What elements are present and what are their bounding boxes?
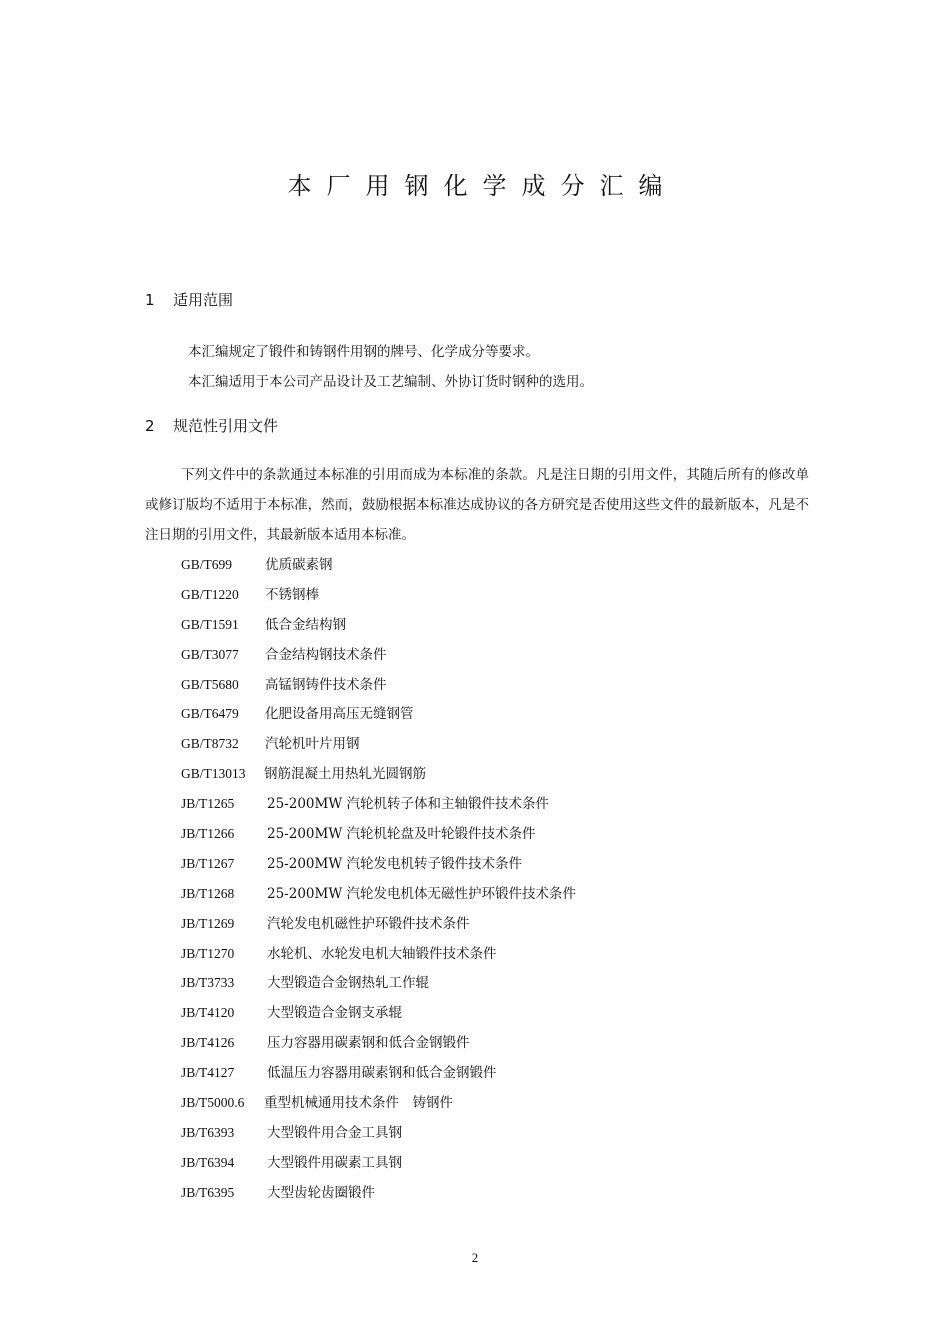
reference-item — [181, 670, 576, 700]
reference-item — [181, 640, 576, 670]
reference-code: JB/T4126 — [181, 1035, 235, 1051]
section-2-title: 规范性引用文件 — [173, 417, 279, 435]
reference-code: JB/T6395 — [181, 1184, 235, 1200]
reference-title: 水轮机、水轮发电机大轴锻件技术条件 — [267, 945, 497, 962]
reference-code: GB/T13013 — [181, 766, 246, 782]
reference-title: 优质碳素钢 — [265, 557, 333, 573]
section-1-title: 适用范围 — [173, 291, 234, 309]
reference-item — [181, 1058, 576, 1088]
reference-title: 25-200MW 汽轮机轮盘及叶轮锻件技术条件 — [267, 826, 536, 843]
reference-title: 压力容器用碳素钢和低合金钢锻件 — [267, 1035, 470, 1052]
reference-item — [181, 789, 576, 819]
reference-code: GB/T3077 — [181, 646, 239, 662]
reference-code: GB/T699 — [181, 557, 233, 572]
reference-code: JB/T6394 — [181, 1154, 235, 1170]
reference-item — [181, 729, 576, 759]
reference-code: JB/T1268 — [181, 885, 235, 901]
reference-code: JB/T1269 — [181, 915, 235, 931]
reference-item — [181, 968, 576, 998]
reference-item — [181, 1028, 576, 1058]
reference-code: GB/T5680 — [181, 676, 239, 692]
reference-title: 钢筋混凝土用热轧光圆钢筋 — [264, 766, 426, 783]
reference-code: JB/T1267 — [181, 855, 235, 871]
reference-item — [181, 1178, 576, 1208]
reference-title: 大型锻件用碳素工具钢 — [267, 1154, 402, 1171]
reference-title: 高锰钢铸件技术条件 — [265, 676, 387, 693]
reference-item — [181, 909, 576, 939]
reference-title: 汽轮发电机磁性护环锻件技术条件 — [267, 915, 470, 932]
reference-item — [181, 849, 576, 879]
reference-title: 大型齿轮齿圈锻件 — [267, 1184, 375, 1201]
section-1-line-2: 本汇编适用于本公司产品设计及工艺编制、外协订货时钢种的选用。 — [188, 374, 593, 390]
reference-code: JB/T3733 — [181, 975, 235, 991]
reference-code: JB/T1266 — [181, 826, 235, 842]
reference-code: JB/T1265 — [181, 796, 235, 812]
reference-title: 25-200MW 汽轮发电机转子锻件技术条件 — [267, 855, 522, 872]
reference-title: 化肥设备用高压无缝钢管 — [265, 706, 414, 723]
reference-title: 低温压力容器用碳素钢和低合金钢锻件 — [267, 1065, 497, 1082]
reference-code: JB/T6393 — [181, 1124, 235, 1140]
reference-title: 大型锻造合金钢支承辊 — [267, 1005, 402, 1022]
reference-code: GB/T6479 — [181, 706, 239, 722]
reference-item — [181, 1088, 576, 1118]
reference-code: GB/T8732 — [181, 736, 239, 752]
reference-title: 重型机械通用技术条件 铸钢件 — [264, 1095, 453, 1112]
reference-title: 不锈钢棒 — [265, 586, 319, 603]
reference-code: GB/T1220 — [181, 586, 239, 602]
reference-code: JB/T4127 — [181, 1065, 235, 1081]
reference-item — [181, 998, 576, 1028]
page-number: 2 — [471, 1250, 479, 1265]
reference-title: 大型锻件用合金工具钢 — [267, 1124, 402, 1141]
reference-list — [181, 550, 576, 1208]
reference-title: 合金结构钢技术条件 — [265, 646, 387, 663]
reference-code: JB/T5000.6 — [181, 1095, 245, 1111]
reference-item — [181, 1118, 576, 1148]
reference-item — [181, 939, 576, 969]
section-1-line-1: 本汇编规定了锻件和铸钢件用钢的牌号、化学成分等要求。 — [188, 344, 539, 360]
reference-item — [181, 550, 576, 580]
reference-title: 25-200MW 汽轮机转子体和主轴锻件技术条件 — [267, 796, 549, 813]
reference-code: GB/T1591 — [181, 616, 239, 632]
reference-item — [181, 699, 576, 729]
section-1-heading — [145, 289, 233, 310]
reference-code: JB/T1270 — [181, 945, 235, 961]
reference-title: 汽轮机叶片用钢 — [265, 736, 360, 753]
reference-title: 低合金结构钢 — [265, 616, 346, 633]
reference-code: JB/T4120 — [181, 1005, 235, 1021]
reference-item — [181, 819, 576, 849]
section-1-number: 1 — [145, 291, 155, 309]
reference-item — [181, 1148, 576, 1178]
section-2-heading — [145, 415, 278, 436]
section-2-number: 2 — [145, 417, 155, 435]
reference-item — [181, 610, 576, 640]
document-title: 本厂用钢化学成分汇编 — [287, 172, 678, 200]
reference-item — [181, 879, 576, 909]
reference-item — [181, 759, 576, 789]
reference-item — [181, 580, 576, 610]
reference-title: 25-200MW 汽轮发电机体无磁性护环锻件技术条件 — [267, 885, 576, 902]
reference-title: 大型锻造合金钢热轧工作辊 — [267, 975, 429, 992]
section-2-intro-paragraph: 下列文件中的条款通过本标准的引用而成为本标准的条款。凡是注日期的引用文件，其随后所有的修改单或修订版均不适用于本标准，然而，鼓励根据本标准达成协议的各方研究是否使用这些文件的最新版本，凡是不注日期的引用文件，其最新版本适用本标准。 — [145, 467, 809, 543]
